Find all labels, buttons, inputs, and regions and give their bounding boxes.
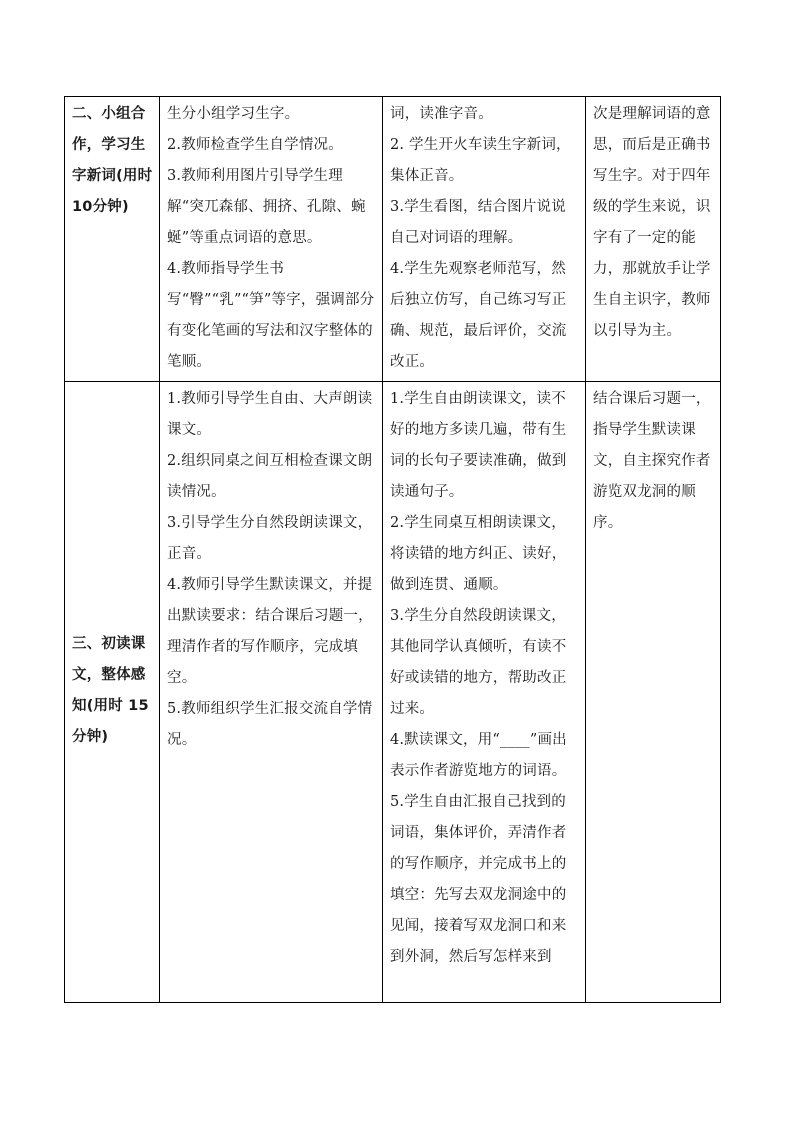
- design-intent-cell: [586, 382, 721, 1003]
- student-step: 2.学生同桌互相朗读课文，将读错的地方纠正、读好，做到连贯、通顺。: [390, 515, 567, 593]
- table-row: [65, 97, 721, 382]
- student-step: 3.学生分自然段朗读课文，其他同学认真倾听，有读不好或读错的地方，帮助改正过来。: [390, 608, 567, 717]
- student-step: 词，读准字音。: [390, 106, 493, 122]
- intent-text: 次是理解词语的意思，而后是正确书写生字。对于四年级的学生来说，识字有了一定的能力，那就放手让学生自主识字，教师以引导为主。: [593, 106, 711, 339]
- teacher-step: 3.引导学生分自然段朗读课文，正音。: [167, 515, 373, 562]
- teacher-step: 4.教师引导学生默读课文，并提出默读要求：结合课后习题一，理清作者的写作顺序，完成填空。: [167, 577, 373, 686]
- stage-cell: 三、初读课文，整体感知(用时 15 分钟): [65, 382, 160, 1003]
- design-intent-cell: [586, 97, 721, 382]
- student-step: 5.学生自由汇报自己找到的词语，集体评价，弄清作者的写作顺序，并完成书上的填空：先写去双龙洞途中的见闻，接着写双龙洞口和来到外洞，然后写怎样来到: [390, 794, 567, 965]
- lesson-plan-table: [64, 96, 721, 1003]
- student-step: 4.默读课文，用“____”画出表示作者游览地方的词语。: [390, 732, 567, 779]
- stage-cell: 二、小组合作，学习生字新词(用时 10分钟): [65, 97, 160, 382]
- student-activity-cell: [383, 97, 586, 382]
- teacher-step: 生分小组学习生字。: [167, 106, 300, 122]
- intent-text: 结合课后习题一，指导学生默读课文，自主探究作者游览双龙洞的顺序。: [593, 391, 711, 531]
- table-row: [65, 382, 721, 1003]
- student-step: 3.学生看图，结合图片说说自己对词语的理解。: [390, 199, 566, 246]
- student-step: 2. 学生开火车读生字新词，集体正音。: [390, 137, 571, 184]
- teacher-step: 1.教师引导学生自由、大声朗读课文。: [167, 391, 373, 438]
- teacher-step: 4.教师指导学生书写“臀”“乳”“笋”等字，强调部分有变化笔画的写法和汉字整体的笔顺。: [167, 261, 375, 370]
- student-step: 1.学生自由朗读课文，读不好的地方多读几遍，带有生词的长句子要读准确，做到读通句子。: [390, 391, 567, 500]
- teacher-step: 5.教师组织学生汇报交流自学情况。: [167, 701, 373, 748]
- student-activity-cell: [383, 382, 586, 1003]
- teacher-activity-cell: [160, 382, 383, 1003]
- teacher-step: 2.组织同桌之间互相检查课文朗读情况。: [167, 453, 373, 500]
- teacher-activity-cell: [160, 97, 383, 382]
- student-step: 4.学生先观察老师范写，然后独立仿写，自己练习写正确、规范，最后评价，交流改正。: [390, 261, 567, 370]
- teacher-step: 3.教师利用图片引导学生理解“突兀森郁、拥挤、孔隙、蜿蜒”等重点词语的意思。: [167, 168, 366, 246]
- teacher-step: 2.教师检查学生自学情况。: [167, 137, 343, 153]
